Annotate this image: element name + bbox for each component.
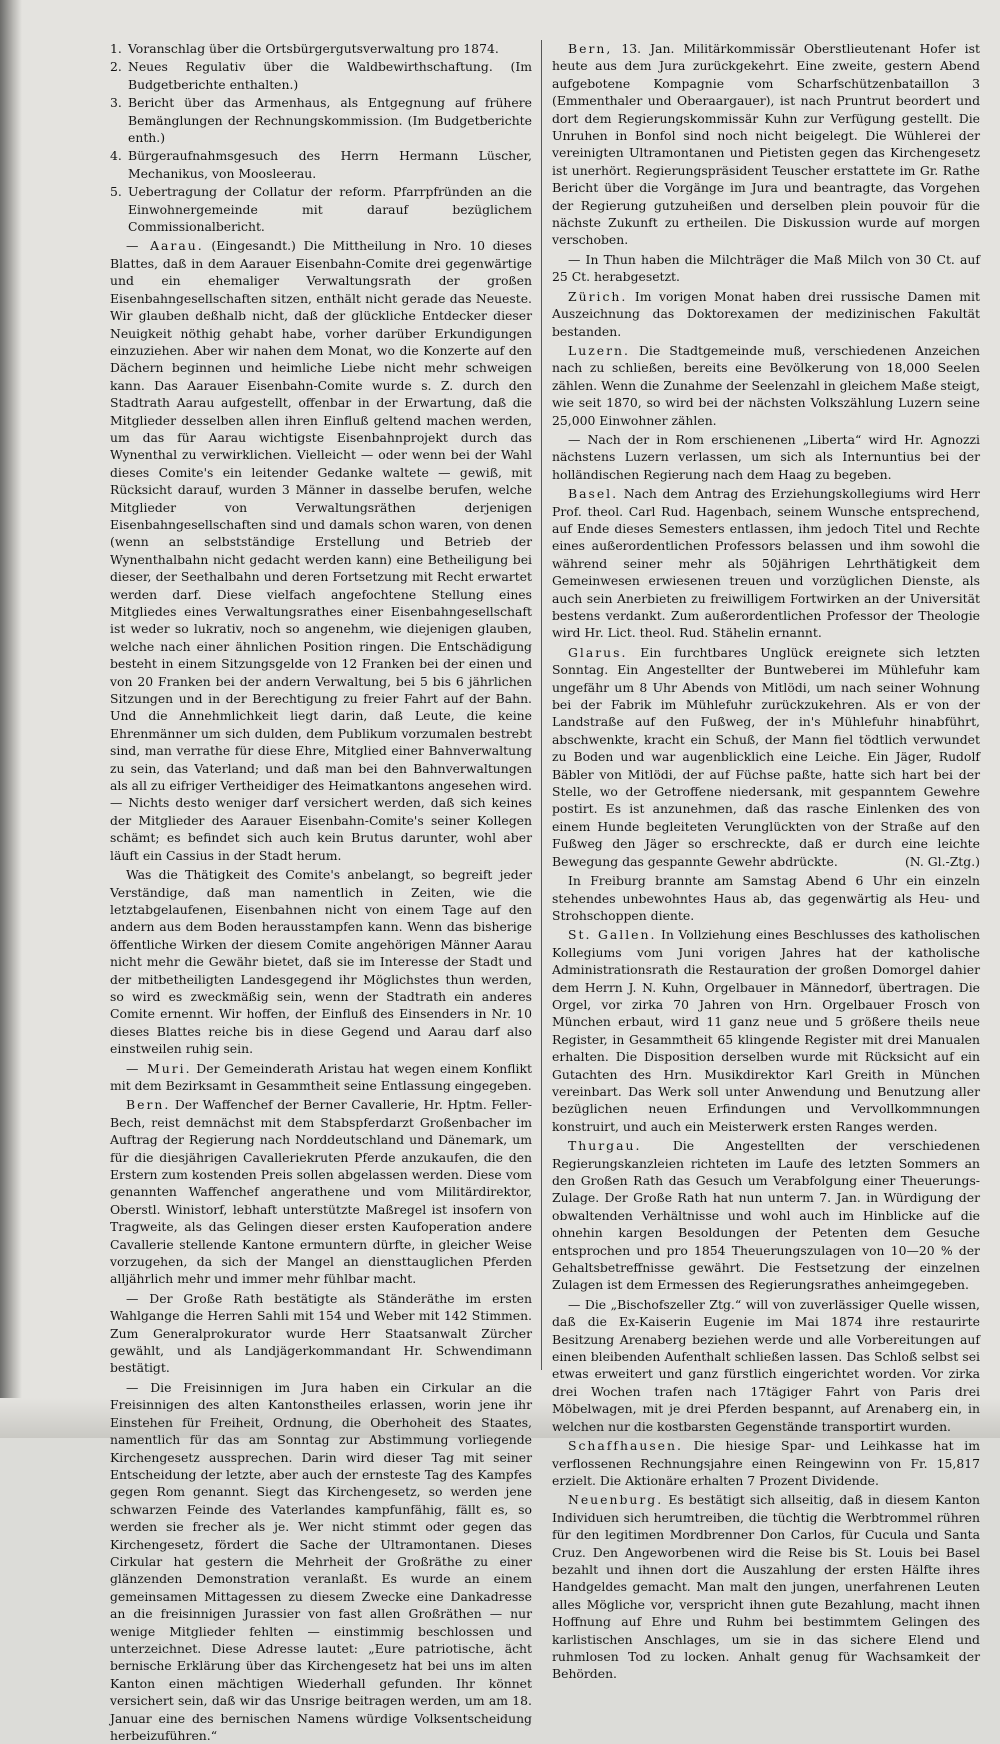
article-paragraph	[552, 1296, 980, 1435]
article-text: Ein furchtbares Unglück ereignete sich letzten Sonntag. Ein Angestellter der Buntweberei im Mühlefuhr kam ungefähr um 8 Uhr Abends von Mitlödi, um nach seiner Wohnung bei der Fabrik im Mühlefuhr zurückzukehren. Als er von der Landstraße auf den Fußweg, der in's Mühlefuhr hinabführt, abschwenkte, kracht ein Schuß, der Mann fiel tödtlich verwundet zu Boden und war augenblicklich eine Leiche. Ein Jäger, Rudolf Bäbler von Mitlödi, der auf Füchse paßte, hatte sich hart bei der Stelle, wo der Getroffene niedersank, mit gespanntem Gewehre postirt. Es ist anzunehmen, daß das rasche Einlenken des von einem Hunde begleiteten Verunglückten von der Straße auf den Fußweg den Jäger so erschreckte, daß er durch eine leichte Bewegung das gespannte Gewehr abdrückte.	[552, 644, 980, 869]
article-text: Die hiesige Spar- und Leihkasse hat im verflossenen Rechnungsjahre einen Reingewinn von Fr. 15,817 erzielt. Die Aktionäre erhalten 7 Prozent Dividende.	[552, 1438, 980, 1488]
left-articles	[110, 237, 532, 1744]
dateline: Basel.	[568, 486, 619, 502]
agenda-text: Bericht über das Armenhaus, als Entgegnung auf frühere Bemänglungen der Rechnungskommission. (Im Budgetberichte enth.)	[128, 95, 532, 146]
article-text: Nach dem Antrag des Erziehungskollegiums wird Herr Prof. theol. Carl Rud. Hagenbach, seinem Wunsche entsprechend, auf Ende dieses Semesters entlassen, ihm jedoch Titel und Rechte eines außerordentlichen Professors belassen und ihm sowohl die während seiner mehr als 50jährigen Lehrthätigkeit dem Gemeinwesen erwiesenen treuen und vorzüglichen Dienste, als auch sein Anerbieten zu freiwilligem Fortwirken an der Universität bestens verdankt. Zum außerordentlichen Professor der Theologie wird Hr. Lict. theol. Rud. Stähelin ernannt.	[552, 486, 980, 641]
agenda-item	[110, 94, 532, 146]
dateline: Glarus.	[568, 644, 628, 660]
article-paragraph	[110, 237, 532, 864]
left-column	[110, 40, 532, 1743]
article-text: Die Angestellten der verschiedenen Regierungskanzleien richteten im Laufe des letzten Sommers an den Großen Rath das Gesuch um Verabfolgung einer Theuerungs-Zulage. Der Große Rath hat nun unterm 7. Jan. in Würdigung der obwaltenden Verhältnisse und wohl auch im Hinblicke auf die ohnehin kargen Besoldungen der Petenten dem Gesuche entsprochen und pro 1854 Theuerungszulagen von 10—20 % der Gehaltsbetreffnisse gewährt. Die Festsetzung der einzelnen Zulagen ist dem Ermessen des Regierungsrathes anheimgegeben.	[552, 1138, 980, 1293]
right-column	[552, 40, 980, 1682]
right-articles	[552, 40, 980, 1683]
dateline: — Aarau.	[126, 238, 204, 254]
article-text: Der Waffenchef der Berner Cavallerie, Hr. Hptm. Feller-Bech, reist demnächst mit dem Stabspferdarzt Großenbacher im Auftrag der Regierung nach Norddeutschland und Dänemark, um für die diesjährigen Cavalleriekruten Pferde anzukaufen, die den Erstern zum kostenden Preis sollen abgelassen werden. Diese vom genannten Waffenchef angerathene und vom Militärdirektor, Oberstl. Winistorf, lebhaft unterstützte Maßregel ist insofern von Tragweite, als das Gelingen dieser ersten Kaufoperation andere Cavallerie stellende Kantone ermuntern dürfte, in gleicher Weise vorzugehen, da sich der Mangel an diensttauglichen Pferden alljährlich mehr und immer mehr fühlbar macht.	[110, 1097, 532, 1287]
article-text: (Eingesandt.) Die Mittheilung in Nro. 10 dieses Blattes, daß in dem Aarauer Eisenbahn-Comite drei gegenwärtige und ein ehemaliger Verwaltungsrath der großen Eisenbahngesellschaften sitzen, enthält nicht gerade das Neueste. Wir glauben deßhalb nicht, daß der glückliche Entdecker dieser Neuigkeit nöthig gehabt habe, vorher darüber Erkundigungen einzuziehen. Aber wir nahen dem Monat, wo die Konzerte auf den Dächern beginnen und heimliche Liebe nicht mehr schweigen kann. Das Aarauer Eisenbahn-Comite wurde s. Z. durch den Stadtrath Aarau aufgestellt, offenbar in der Erwartung, daß die Mitglieder desselben allen ihren Einfluß geltend machen werden, um das für Aarau wichtigste Eisenbahnprojekt durch das Wynenthal zu verwirklichen. Vielleicht — oder wenn bei der Wahl dieses Comite's ein leitender Gedanke waltete — gewiß, mit Rücksicht darauf, wurden 3 Männer in dasselbe berufen, welche Mitglieder von Verwaltungsräthen derjenigen Eisenbahngesellschaften sind und damals schon waren, von denen (wenn an selbstständige Erstellung und Betrieb der Wynenthalbahn nicht gedacht werden kann) eine Betheiligung bei dieser, der Seethalbahn und deren Fortsetzung mit Recht erwartet werden darf. Diese vielfach angefochtene Stellung eines Mitgliedes eines Verwaltungsrathes einer Eisenbahngesellschaft ist weder so lukrativ, noch so angenehm, wie diejenigen glauben, welche nach einer ähnlichen Position ringen. Die Entschädigung besteht in einem Sitzungsgelde von 12 Franken bei der einen und von 20 Franken bei der andern Verwaltung, bei 5 bis 6 jährlichen Sitzungen und in der Berechtigung zu freier Fahrt auf der Bahn. Und die Annehmlichkeit liegt darin, daß Leute, die keine Ehrenmänner um sich dulden, dem Publikum vorzumalen bestrebt sind, man verrathe für diese Ehre, Mitglied einer Bahnverwaltung zu sein, das Vaterland; und daß man bei den Bahnverwaltungen als all zu eifriger Vertheidiger des Heimatkantons angesehen wird. — Nichts desto weniger darf versichert werden, daß sich keines der Mitglieder des Aarauer Eisenbahn-Comite's seiner Kollegen schämt; es befindet sich auch kein Brutus darunter, wohl aber läuft ein Cassius in der Stadt herum.	[110, 238, 532, 863]
column-rule	[541, 40, 542, 1370]
article-paragraph	[552, 431, 980, 483]
article-paragraph	[552, 1137, 980, 1294]
agenda-text: Voranschlag über die Ortsbürgergutsverwaltung pro 1874.	[128, 41, 499, 56]
source-citation: (N. Gl.-Ztg.)	[904, 853, 980, 869]
article-text: — Der Große Rath bestätigte als Ständeräthe im ersten Wahlgange die Herren Sahli mit 154 und Weber mit 142 Stimmen. Zum Generalprokurator wurde Herr Staatsanwalt Zürcher gewählt, und als Landjägerkommandant Hr. Schwendimann bestätigt.	[110, 1290, 532, 1376]
article-paragraph	[552, 40, 980, 249]
article-paragraph	[552, 485, 980, 642]
article-paragraph	[110, 1290, 532, 1377]
article-text: — In Thun haben die Milchträger die Maß Milch von 30 Ct. auf 25 Ct. herabgesetzt.	[552, 251, 980, 285]
agenda-text: Neues Regulativ über die Waldbewirthschaftung. (Im Budgetberichte enthalten.)	[128, 59, 532, 92]
agenda-text: Uebertragung der Collatur der reform. Pfarrpfründen an die Einwohnergemeinde mit darauf bezüglichem Commissionalbericht.	[128, 184, 532, 235]
dateline: Bern,	[568, 41, 613, 56]
dateline: St. Gallen.	[568, 927, 657, 943]
agenda-number: 1.	[110, 41, 122, 56]
article-text: 13. Jan. Militärkommissär Oberstlieutenant Hofer ist heute aus dem Jura zurückgekehrt. Eine zweite, gestern Abend aufgebotene Kompagnie vom Scharfschützenbataillon 3 (Emmenthaler und Oberaargauer), ist nach Pruntrut beordert und dort dem Regierungskommissär Kuhn zur Verfügung gestellt. Die Unruhen in Bonfol sind noch nicht beigelegt. Die Wühlerei der vereinigten Ultramontanen und Pietisten gegen das Kirchengesetz ist unerhört. Regierungspräsident Teuscher erstattete im Gr. Rathe Bericht über die Vorgänge im Jura und beantragte, das Vorgehen der Regierung gutzuheißen und derselben plein pouvoir für die nächste Zukunft zu ertheilen. Die Diskussion wurde auf morgen verschoben.	[552, 41, 980, 248]
article-paragraph	[552, 251, 980, 286]
article-paragraph	[552, 342, 980, 429]
article-paragraph	[552, 644, 980, 870]
article-paragraph	[110, 1096, 532, 1287]
article-paragraph	[110, 1060, 532, 1095]
dateline: Zürich.	[568, 288, 628, 304]
article-text: Was die Thätigkeit des Comite's anbelangt, so begreift jeder Verständige, daß man namentlich in Zeiten, wie die letztabgelaufenen, Eisenbahnen nicht von einem Tage auf den andern aus dem Boden herausstampfen kann. Wenn das bisherige öffentliche Wirken der diesem Comite angehörigen Männer Aarau nicht mehr die Gewähr bietet, daß sie im Interesse der Stadt und der mitbetheiligten Landesgegend ihr Möglichstes thun werden, so wird es zweckmäßig sein, wenn der Stadtrath ein anderes Comite ernennt. Wir hoffen, der Einfluß des Einsenders in Nr. 10 dieses Blattes reiche bis in diese Gegend und Aarau darf also einstweilen ruhig sein.	[110, 867, 532, 1057]
dateline: Bern.	[126, 1097, 171, 1113]
article-text: Es bestätigt sich allseitig, daß in diesem Kanton Individuen sich herumtreiben, die tüchtig die Werbtrommel rühren für den legitimen Mordbrenner Don Carlos, für Cucula und Santa Cruz. Den Angeworbenen wird die Reise bis St. Louis bei Basel bezahlt und ihnen dort die Auszahlung der ersten Hälfte ihres Handgeldes gemacht. Man malt den jungen, unerfahrenen Leuten alles Mögliche vor, verspricht ihnen gute Bezahlung, macht ihnen Hoffnung auf Ehre und Ruhm bei bestimmtem Gelingen des karlistischen Anschlages, um sie in das sichere Elend und ruhmlosen Tod zu locken. Anhalt genug für Wachsamkeit der Behörden.	[552, 1492, 980, 1682]
agenda-number: 3.	[110, 95, 122, 111]
dateline: Luzern.	[568, 342, 630, 358]
scan-left-edge	[0, 0, 22, 1438]
agenda-number: 5.	[110, 184, 122, 200]
dateline: Neuenburg.	[568, 1492, 664, 1508]
article-text: — Die „Bischofszeller Ztg.“ will von zuverlässiger Quelle wissen, daß die Ex-Kaiserin Eugenie im Mai 1874 ihre restaurirte Besitzung Arenaberg beziehen werde und alle Vorbereitungen auf einen bleibenden Aufenthalt schließen lassen. Das Schloß selbst sei etwas erweitert und ganz fürstlich eingerichtet worden. Vor zirka drei Wochen trafen nach 17tägiger Fahrt von Paris drei Möbelwagen, mit je drei Pferden bespannt, auf Arenaberg ein, in welchen nur die kostbarsten Gegenstände transportirt wurden.	[552, 1296, 980, 1434]
agenda-number: 2.	[110, 59, 122, 75]
dateline: — Muri.	[126, 1060, 192, 1076]
agenda-item	[110, 147, 532, 182]
article-paragraph	[110, 866, 532, 1057]
article-paragraph	[552, 872, 980, 924]
article-paragraph	[110, 1379, 532, 1744]
article-paragraph	[552, 1437, 980, 1489]
agenda-number: 4.	[110, 148, 122, 164]
article-paragraph	[552, 288, 980, 340]
article-text: — Nach der in Rom erschienenen „Liberta“ wird Hr. Agnozzi nächstens Luzern verlassen, um sich als Internuntius bei der holländischen Regierung nach dem Haag zu begeben.	[552, 431, 980, 482]
article-paragraph	[552, 926, 980, 1135]
article-text: In Vollziehung eines Beschlusses des katholischen Kollegiums vom Juni vorigen Jahres hat der katholische Administrationsrath die Restauration der großen Domorgel dahier dem Herrn J. N. Kuhn, Orgelbauer in Männedorf, übertragen. Die Orgel, vor zirka 70 Jahren von Hrn. Orgelbauer Frosch von München erbaut, wird 11 ganz neue und 5 größere theils neue Register, in Gesammtheit 65 klingende Register mit drei Manualen erhalten. Die Disposition derselben wurde mit Rücksicht auf ein Gutachten des Hrn. Musikdirektor Karl Greith in München vereinbart. Das Werk soll unter Anwendung und Benutzung aller bezüglichen neuen Erfindungen und Vervollkommnungen konstruirt, und auch ein Meisterwerk ersten Ranges werden.	[552, 927, 980, 1134]
article-text: Im vorigen Monat haben drei russische Damen mit Auszeichnung das Doktorexamen der medizinischen Fakultät bestanden.	[552, 288, 980, 339]
dateline: Thurgau.	[568, 1138, 642, 1154]
article-text: Die Stadtgemeinde muß, verschiedenen Anzeichen nach zu schließen, bereits eine Bevölkerung von 18,000 Seelen zählen. Wenn die Zunahme der Seelenzahl in gleichem Maße steigt, wie seit 1870, so wird bei der nächsten Volkszählung Luzern seine 25,000 Einwohner zählen.	[552, 342, 980, 428]
dateline: Schaffhausen.	[568, 1438, 683, 1454]
agenda-item	[110, 40, 532, 57]
article-paragraph	[552, 1491, 980, 1682]
article-text: Der Gemeinderath Aristau hat wegen einem Konflikt mit dem Bezirksamt in Gesammtheit seine Entlassung eingegeben.	[110, 1060, 532, 1093]
agenda-item	[110, 58, 532, 93]
agenda-item	[110, 183, 532, 235]
agenda-text: Bürgeraufnahmsgesuch des Herrn Hermann Lüscher, Mechanikus, von Moosleerau.	[128, 148, 532, 181]
agenda-list	[110, 40, 532, 235]
article-text: In Freiburg brannte am Samstag Abend 6 Uhr ein einzeln stehendes unbewohntes Haus ab, das gegenwärtig als Heu- und Strohschoppen diente.	[552, 873, 980, 923]
article-text: — Die Freisinnigen im Jura haben ein Cirkular an die Freisinnigen des alten Kantonstheiles erlassen, worin jene ihr Einstehen für Freiheit, Ordnung, die Oberhoheit des Staates, namentlich für das am Sonntag zur Abstimmung vorliegende Kirchengesetz aussprechen. Darin wird dieser Tag mit seiner Entscheidung der letzte, aber auch der ernsteste Tag des Kampfes gegen Rom genannt. Siegt das Kirchengesetz, so werden jene schwarzen Feinde des Vaterlandes kampfunfähig, fällt es, so werden sie frecher als je. Wer nicht stimmt oder gegen das Kirchengesetz, fördert die Sache der Ultramontanen. Dieses Cirkular hat gestern die Mehrheit der Großräthe zu einer glänzenden Demonstration veranlaßt. Es wurde an einem gemeinsamen Mittagessen zu diesem Zwecke eine Dankadresse an die freisinnigen Jurassier von fast allen Großräthen — nur wenige Mitglieder fehlten — einstimmig beschlossen und unterzeichnet. Diese Adresse lautet: „Eure patriotische, ächt bernische Erklärung über das Kirchengesetz hat bei uns im alten Kanton einen mächtigen Wiederhall gefunden. Ihr könnet versichert sein, daß wir das Unsrige beitragen werden, um am 18. Januar eine des bernischen Namens würdige Volksentscheidung herbeizuführen.“	[110, 1379, 532, 1743]
